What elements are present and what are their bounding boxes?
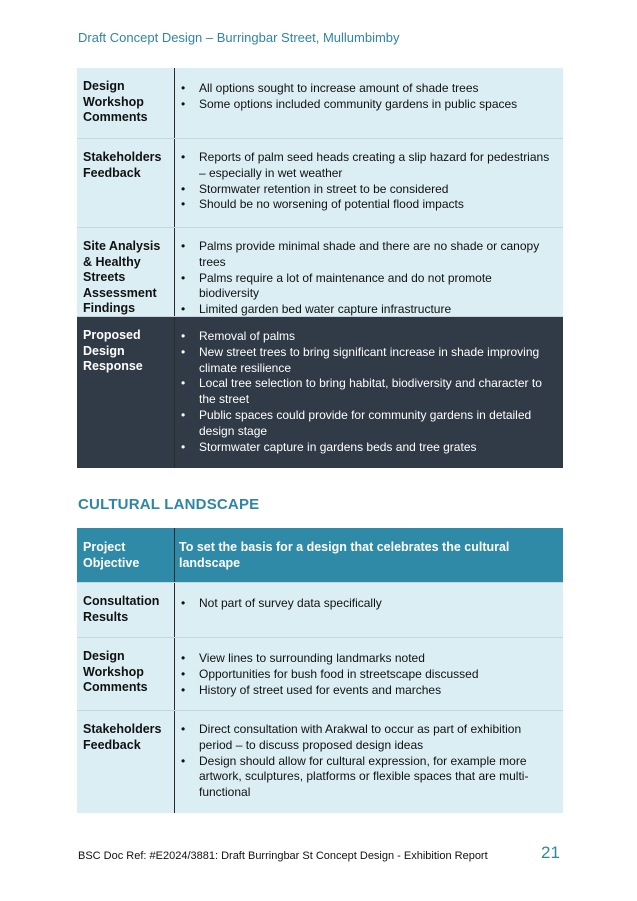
list-item: • Design should allow for cultural expression, for example more artwork, sculptures, platforms or flexible spaces that are multi-functional <box>179 754 555 801</box>
row-label: Site Analysis & Healthy Streets Assessment Findings <box>77 228 175 316</box>
list-item: • Some options included community gardens in public spaces <box>179 97 555 113</box>
design-table-cultural-landscape <box>77 528 563 813</box>
section-title: CULTURAL LANDSCAPE <box>78 496 260 513</box>
table-row <box>77 637 563 710</box>
list-item: • History of street used for events and marches <box>179 683 555 699</box>
list-item: • All options sought to increase amount of shade trees <box>179 81 555 97</box>
list-item: • Reports of palm seed heads creating a slip hazard for pedestrians – especially in wet weather <box>179 150 555 182</box>
list-item: • Stormwater capture in gardens beds and tree grates <box>179 440 555 456</box>
objective-text: To set the basis for a design that celebrates the cultural landscape <box>179 540 510 570</box>
row-label: Project Objective <box>77 528 175 582</box>
list-item: • View lines to surrounding landmarks noted <box>179 651 555 667</box>
list-item: • Should be no worsening of potential flood impacts <box>179 197 555 213</box>
list-item: • Stormwater retention in street to be considered <box>179 182 555 198</box>
list-item: • Local tree selection to bring habitat, biodiversity and character to the street <box>179 376 555 408</box>
row-label: Design Workshop Comments <box>77 68 175 138</box>
design-table-vegetation <box>77 68 563 468</box>
table-row <box>77 68 563 138</box>
table-row <box>77 227 563 316</box>
table-row <box>77 138 563 227</box>
row-label: Consultation Results <box>77 583 175 637</box>
list-item: • Palms provide minimal shade and there are no shade or canopy trees <box>179 239 555 271</box>
list-item: • New street trees to bring significant increase in shade improving climate resilience <box>179 345 555 377</box>
document-header: Draft Concept Design – Burringbar Street, Mullumbimby <box>78 30 400 45</box>
row-label: Proposed Design Response <box>77 317 175 468</box>
row-content <box>175 228 563 316</box>
list-item: • Not part of survey data specifically <box>179 596 555 612</box>
list-item: • Direct consultation with Arakwal to occur as part of exhibition period – to discuss proposed design ideas <box>179 722 555 754</box>
list-item: • Limited garden bed water capture infrastructure <box>179 302 555 318</box>
list-item: • Opportunities for bush food in streetscape discussed <box>179 667 555 683</box>
footer-reference: BSC Doc Ref: #E2024/3881: Draft Burringbar St Concept Design - Exhibition Report <box>78 850 488 862</box>
list-item: • Public spaces could provide for community gardens in detailed design stage <box>179 408 555 440</box>
row-label: Design Workshop Comments <box>77 638 175 710</box>
list-item: • Palms require a lot of maintenance and do not promote biodiversity <box>179 271 555 303</box>
table-row <box>77 710 563 813</box>
row-content <box>175 711 563 813</box>
row-content <box>175 638 563 710</box>
row-content <box>175 317 563 468</box>
table-row-objective <box>77 528 563 582</box>
list-item: • Removal of palms <box>179 329 555 345</box>
row-label: Stakeholders Feedback <box>77 139 175 227</box>
table-row-design-response <box>77 316 563 468</box>
row-content <box>175 583 563 637</box>
row-content <box>175 68 563 138</box>
row-content <box>175 139 563 227</box>
page-number: 21 <box>541 843 560 862</box>
table-row <box>77 582 563 637</box>
row-label: Stakeholders Feedback <box>77 711 175 813</box>
